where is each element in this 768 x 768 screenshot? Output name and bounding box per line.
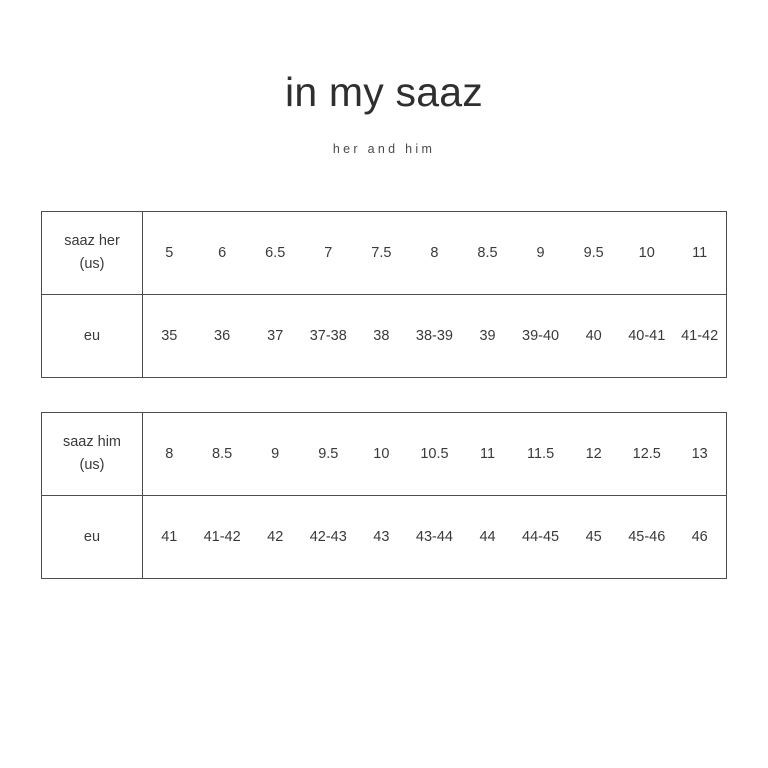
- cell-us-9: 12.5: [632, 445, 661, 462]
- cell-us-4: 7.5: [371, 244, 392, 261]
- mens-size-chart: [41, 412, 727, 579]
- cell-eu-10: 46: [673, 496, 726, 579]
- cell-us-10: 11: [692, 244, 708, 261]
- table-row: [42, 295, 727, 378]
- cell-eu-9: 45-46: [620, 496, 673, 579]
- cell-eu-1: 41-42: [196, 496, 249, 579]
- cell-eu-4: 43: [355, 496, 408, 579]
- cell-us-5: 8: [430, 244, 439, 261]
- cell-us-6: 11: [479, 445, 496, 462]
- table-row: [42, 413, 727, 496]
- cell-eu-10: 41-42: [673, 295, 726, 378]
- page-title: in my saaz: [285, 69, 483, 115]
- brand-header: [0, 0, 768, 156]
- cell-eu-2: 37: [249, 295, 302, 378]
- mens-size-chart-wrap: [41, 412, 727, 579]
- cell-eu-6: 44: [461, 496, 514, 579]
- cell-eu-7: 44-45: [514, 496, 567, 579]
- cell-eu-8: 45: [567, 496, 620, 579]
- cell-eu-5: 43-44: [408, 496, 461, 579]
- cell-us-1: 6: [218, 244, 227, 261]
- cell-us-4: 10: [373, 445, 390, 462]
- cell-eu-9: 40-41: [620, 295, 673, 378]
- cell-us-1: 8.5: [212, 445, 233, 462]
- cell-eu-3: 42-43: [302, 496, 355, 579]
- table-row: [42, 496, 727, 579]
- cell-us-9: 10: [638, 244, 655, 261]
- cell-us-8: 12: [585, 445, 602, 462]
- cell-eu-7: 39-40: [514, 295, 567, 378]
- cell-eu-2: 42: [249, 496, 302, 579]
- row-label-saaz-her: saaz her (us): [42, 212, 143, 295]
- cell-eu-8: 40: [567, 295, 620, 378]
- table-row: [42, 212, 727, 295]
- cell-eu-6: 39: [461, 295, 514, 378]
- cell-eu-4: 38: [355, 295, 408, 378]
- womens-size-chart: [41, 211, 727, 378]
- cell-eu-3: 37-38: [302, 295, 355, 378]
- cell-us-0: 5: [165, 244, 174, 261]
- cell-us-8: 9.5: [583, 244, 604, 261]
- cell-us-7: 9: [536, 244, 545, 261]
- page-subtitle: her and him: [332, 142, 436, 157]
- cell-us-2: 9: [271, 445, 280, 462]
- cell-us-3: 9.5: [318, 445, 339, 462]
- cell-us-3: 7: [324, 244, 333, 261]
- cell-eu-5: 38-39: [408, 295, 461, 378]
- row-label-eu: eu: [42, 295, 143, 378]
- row-label-eu: eu: [42, 496, 143, 579]
- cell-us-2: 6.5: [265, 244, 286, 261]
- cell-eu-0: 41: [143, 496, 196, 579]
- row-label-saaz-him: saaz him (us): [42, 413, 143, 496]
- cell-us-5: 10.5: [420, 445, 449, 462]
- cell-eu-1: 36: [196, 295, 249, 378]
- cell-us-0: 8: [165, 445, 174, 462]
- cell-us-10: 13: [691, 445, 708, 462]
- cell-us-7: 11.5: [527, 445, 555, 462]
- cell-us-6: 8.5: [477, 244, 498, 261]
- cell-eu-0: 35: [143, 295, 196, 378]
- womens-size-chart-wrap: [41, 211, 727, 378]
